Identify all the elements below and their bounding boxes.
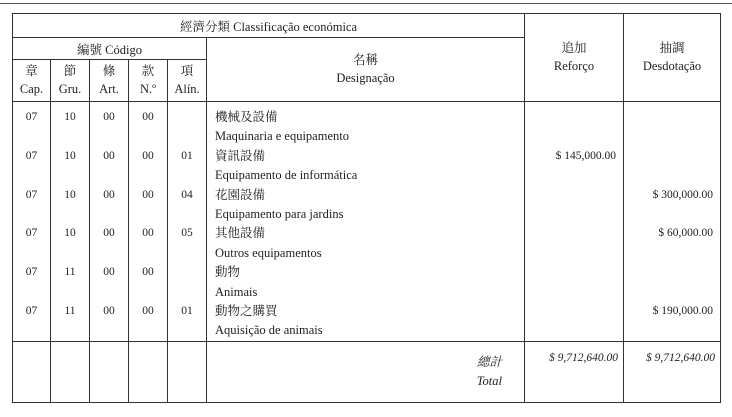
- alin-cell: 05: [181, 227, 193, 240]
- designation-pt: Equipamento para jardins: [215, 206, 344, 221]
- deduction-cell: [624, 263, 720, 282]
- deduction-cell: [624, 147, 720, 166]
- deduction-header-pt: Desdotação: [642, 58, 702, 73]
- gru-cell: 11: [64, 266, 76, 279]
- column-header-pt: N.º: [139, 81, 157, 96]
- designation-header: [207, 38, 525, 102]
- cap-cell: 07: [25, 266, 38, 279]
- classification-header: 經濟分類 Classificação económica: [13, 14, 525, 38]
- alin-cell: [168, 108, 206, 127]
- art-cell: 00: [103, 111, 115, 123]
- reinforcement-header-pt: Reforço: [553, 58, 595, 73]
- column-header-n: [129, 60, 168, 102]
- reinforcement-cell: [525, 302, 623, 321]
- deduction-cell: $ 190,000.00: [652, 304, 713, 317]
- total-label-pt: Total: [476, 373, 502, 388]
- gru-column: [51, 102, 90, 342]
- reinforcement-cell: [525, 224, 623, 243]
- reinforcement-header-zh: 追加: [561, 40, 587, 55]
- alin-cell: 01: [181, 149, 193, 162]
- gru-cell: 10: [64, 149, 76, 162]
- empty-cell: [90, 341, 129, 402]
- total-reinforcement: $ 9,712,640.00: [525, 341, 624, 402]
- column-header-cap: [13, 60, 51, 102]
- column-header-zh: 項: [180, 63, 194, 78]
- designation-zh: 動物: [215, 265, 241, 280]
- top-rule: [0, 3, 732, 4]
- designation-column: [207, 102, 525, 342]
- reinforcement-cell: $ 145,000.00: [555, 149, 616, 162]
- art-column: [90, 102, 129, 342]
- gru-cell: 10: [64, 188, 76, 201]
- column-header-pt: Art.: [99, 81, 119, 96]
- column-header-alin: [168, 60, 207, 102]
- designation-header-zh: 名稱: [352, 52, 378, 67]
- cap-cell: 07: [25, 188, 38, 201]
- n-cell: 00: [142, 227, 154, 240]
- gru-cell: 10: [64, 227, 76, 240]
- budget-table: [12, 13, 721, 403]
- n-cell: 00: [142, 266, 154, 279]
- total-label: [207, 341, 525, 402]
- deduction-header: [624, 14, 721, 102]
- empty-cell: [13, 341, 51, 402]
- reinforcement-cell: [525, 108, 623, 127]
- n-cell: 00: [142, 188, 154, 201]
- designation-zh: 資訊設備: [215, 148, 266, 163]
- column-header-pt: Gru.: [58, 81, 82, 96]
- designation-zh: 動物之購買: [215, 303, 278, 318]
- table-body-row: [13, 102, 721, 342]
- n-cell: 00: [142, 111, 154, 123]
- art-cell: 00: [103, 304, 115, 317]
- reinforcement-column: [525, 102, 624, 342]
- deduction-cell: $ 60,000.00: [658, 227, 713, 240]
- designation-pt: Animais: [215, 284, 258, 299]
- deduction-cell: [624, 108, 720, 127]
- alin-cell: 04: [181, 188, 193, 201]
- n-cell: 00: [142, 304, 154, 317]
- art-cell: 00: [103, 266, 115, 279]
- column-header-pt: Alín.: [174, 81, 200, 96]
- cap-cell: 07: [25, 227, 38, 240]
- reinforcement-header: [525, 14, 624, 102]
- alin-column: [168, 102, 207, 342]
- alin-cell: [168, 263, 206, 282]
- empty-cell: [51, 341, 90, 402]
- empty-cell: [129, 341, 168, 402]
- cap-cell: 07: [25, 304, 38, 317]
- deduction-column: [624, 102, 721, 342]
- column-header-zh: 節: [63, 63, 77, 78]
- code-group-header: 編號 Código: [13, 38, 207, 60]
- alin-cell: 01: [181, 304, 193, 317]
- total-row: [13, 341, 721, 402]
- deduction-header-zh: 抽調: [659, 40, 685, 55]
- cap-cell: 07: [25, 149, 38, 162]
- art-cell: 00: [103, 149, 115, 162]
- designation-pt: Aquisição de animais: [215, 323, 323, 338]
- designation-pt: Equipamento de informática: [215, 168, 358, 183]
- column-header-zh: 款: [141, 63, 155, 78]
- reinforcement-cell: [525, 186, 623, 205]
- column-header-gru: [51, 60, 90, 102]
- deduction-cell: $ 300,000.00: [652, 188, 713, 201]
- art-cell: 00: [103, 227, 115, 240]
- designation-pt: Maquinaria e equipamento: [215, 129, 349, 144]
- art-cell: 00: [103, 188, 115, 201]
- cap-column: [13, 102, 51, 342]
- designation-header-pt: Designação: [336, 70, 395, 85]
- column-header-art: [90, 60, 129, 102]
- gru-cell: 10: [64, 111, 76, 123]
- column-header-zh: 章: [25, 63, 38, 78]
- designation-zh: 機械及設備: [215, 110, 278, 124]
- empty-cell: [168, 341, 207, 402]
- cap-cell: 07: [25, 111, 38, 123]
- reinforcement-cell: [525, 263, 623, 282]
- gru-cell: 11: [64, 304, 76, 317]
- n-cell: 00: [142, 149, 154, 162]
- total-label-zh: 總計: [476, 354, 502, 369]
- column-header-zh: 條: [102, 63, 116, 78]
- n-column: [129, 102, 168, 342]
- column-header-pt: Cap.: [19, 81, 44, 96]
- designation-zh: 花園設備: [215, 187, 266, 202]
- designation-zh: 其他設備: [215, 226, 266, 241]
- total-deduction: $ 9,712,640.00: [624, 341, 721, 402]
- designation-pt: Outros equipamentos: [215, 245, 322, 260]
